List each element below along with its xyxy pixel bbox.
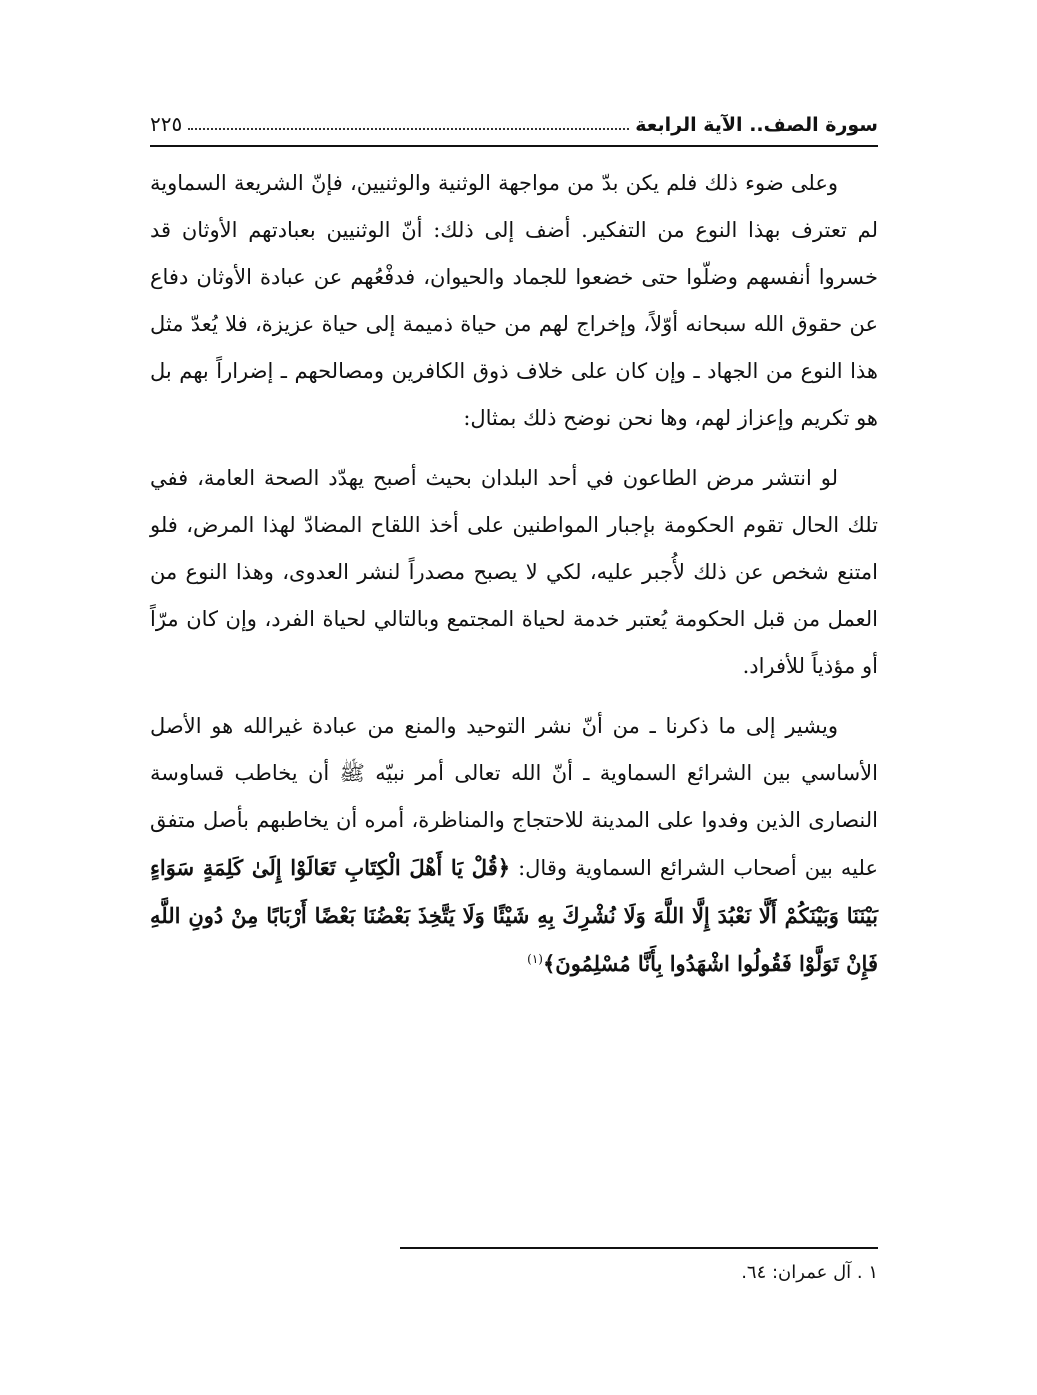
running-header xyxy=(150,100,878,136)
footnote: ١ . آل عمران: ٦٤. xyxy=(741,1262,878,1283)
footnote-reference: (١) xyxy=(527,952,543,966)
header-leader-dots xyxy=(188,127,629,130)
paragraph xyxy=(150,160,878,442)
footnote-rule xyxy=(400,1247,878,1249)
page-number: ٢٢٥ xyxy=(150,112,183,136)
chapter-title: سورة الصف.. الآية الرابعة xyxy=(635,114,878,136)
body-text xyxy=(150,160,878,1001)
paragraph-text: ويشير إلى ما ذكرنا ـ من أنّ نشر التوحيد والمنع من عبادة غيرالله هو الأصل الأساسي بين الشرائع السماوية ـ أنّ الله تعالى أمر نبيّه ﷺ أن يخاطب قساوسة النصارى الذين وفدوا على المدينة للاحتجاج والمناظرة، أمره أن يخاطبهم بأصل متفق عليه بين أصحاب الشرائع السماوية وقال: xyxy=(150,714,878,880)
quran-verse: ﴿قُلْ يَا أَهْلَ الْكِتَابِ تَعَالَوْا إِلَىٰ كَلِمَةٍ سَوَاءٍ بَيْنَنَا وَبَيْنَكُمْ أَلَّا نَعْبُدَ إِلَّا اللَّهَ وَلَا نُشْرِكَ بِهِ شَيْئًا وَلَا يَتَّخِذَ بَعْضُنَا بَعْضًا أَرْبَابًا مِنْ دُونِ اللَّهِ فَإِنْ تَوَلَّوْا فَقُولُوا اشْهَدُوا بِأَنَّا مُسْلِمُونَ﴾ xyxy=(150,855,878,976)
header-rule xyxy=(150,145,878,147)
paragraph-text: لو انتشر مرض الطاعون في أحد البلدان بحيث أصبح يهدّد الصحة العامة، ففي تلك الحال تقوم الحكومة بإجبار المواطنين على أخذ اللقاح المضادّ لهذا المرض، فلو امتنع شخص عن ذلك لأُجبر عليه، لكي لا يصبح مصدراً لنشر العدوى، وهذا النوع من العمل من قبل الحكومة يُعتبر خدمة لحياة المجتمع وبالتالي لحياة الفرد، وإن كان مرّاً أو مؤذياً للأفراد. xyxy=(150,466,878,678)
paragraph xyxy=(150,455,878,690)
paragraph-text: وعلى ضوء ذلك فلم يكن بدّ من مواجهة الوثنية والوثنيين، فإنّ الشريعة السماوية لم تعترف بهذا النوع من التفكير. أضف إلى ذلك: أنّ الوثنيين بعبادتهم الأوثان قد خسروا أنفسهم وضلّوا حتى خضعوا للجماد والحيوان، فدفْعُهم عن عبادة الأوثان دفاع عن حقوق الله سبحانه أوّلاً، وإخراج لهم من حياة ذميمة إلى حياة عزيزة، فلا يُعدّ مثل هذا النوع من الجهاد ـ وإن كان على خلاف ذوق الكافرين ومصالحهم ـ إضراراً بهم بل هو تكريم وإعزاز لهم، وها نحن نوضح ذلك بمثال: xyxy=(150,171,879,430)
paragraph xyxy=(150,703,878,988)
